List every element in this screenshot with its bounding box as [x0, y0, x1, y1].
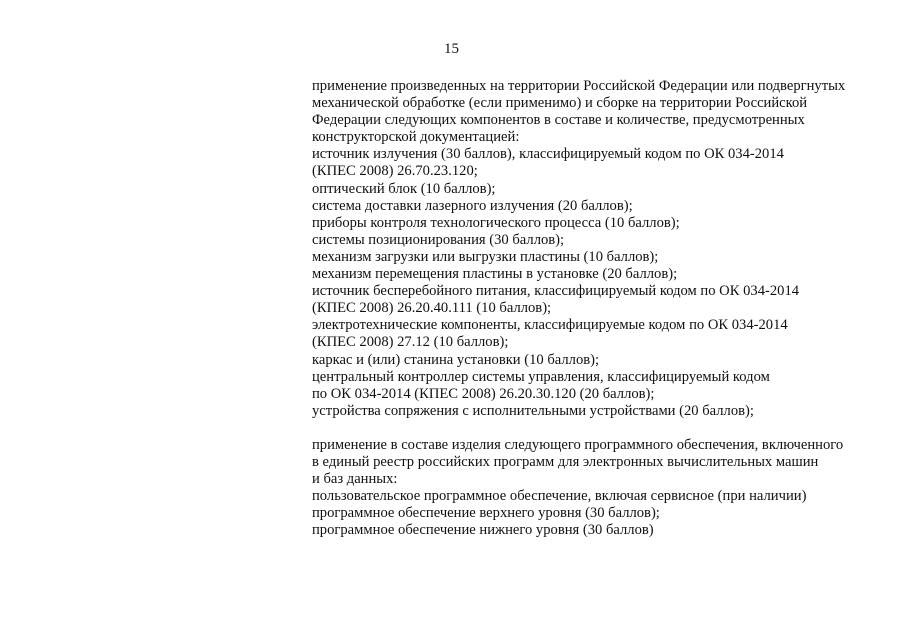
text-line: оптический блок (10 баллов); — [312, 180, 496, 197]
text-line: источник бесперебойного питания, классифицируемый кодом по ОК 034-2014 — [312, 283, 800, 300]
text-line: программное обеспечение нижнего уровня (30 баллов) — [312, 522, 654, 539]
text-line: (КПЕС 2008) 26.20.40.111 (10 баллов); — [312, 300, 552, 317]
text-line: каркас и (или) станина установки (10 баллов); — [312, 351, 600, 368]
text-line: применение в составе изделия следующего программного обеспечения, включенного — [312, 437, 844, 453]
text-line: (КПЕС 2008) 26.70.23.120; — [312, 163, 478, 180]
text-line: Федерации следующих компонентов в составе и количестве, предусмотренных — [312, 112, 805, 129]
text-line: источник излучения (30 баллов), классифицируемый кодом по ОК 034-2014 — [312, 146, 784, 163]
components-paragraph — [312, 78, 897, 420]
text-line: центральный контроллер системы управления, классифицируемый кодом — [312, 368, 770, 385]
text-line: механизм перемещения пластины в установке (20 баллов); — [312, 266, 678, 283]
text-line: по ОК 034-2014 (КПЕС 2008) 26.20.30.120 (20 баллов); — [312, 385, 655, 402]
text-line: программное обеспечение верхнего уровня (30 баллов); — [312, 505, 660, 522]
text-line: механизм загрузки или выгрузки пластины (10 баллов); — [312, 248, 659, 265]
text-line: механической обработке (если применимо) и сборке на территории Российской — [312, 95, 808, 112]
text-line: система доставки лазерного излучения (20 баллов); — [312, 197, 633, 214]
text-line: и баз данных: — [312, 471, 398, 488]
text-line: (КПЕС 2008) 27.12 (10 баллов); — [312, 334, 509, 351]
text-line: электротехнические компоненты, классифицируемые кодом по ОК 034-2014 — [312, 317, 788, 334]
page-number: 15 — [444, 41, 459, 57]
software-paragraph — [312, 437, 897, 540]
text-line: устройства сопряжения с исполнительными устройствами (20 баллов); — [312, 402, 754, 419]
text-line: применение произведенных на территории Российской Федерации или подвергнутых — [312, 78, 846, 94]
text-line: пользовательское программное обеспечение, включая сервисное (при наличии) — [312, 488, 807, 505]
text-line: системы позиционирования (30 баллов); — [312, 231, 565, 248]
text-line: в единый реестр российских программ для электронных вычислительных машин — [312, 454, 819, 471]
text-line: приборы контроля технологического процесса (10 баллов); — [312, 214, 680, 231]
text-line: конструкторской документацией: — [312, 129, 520, 146]
